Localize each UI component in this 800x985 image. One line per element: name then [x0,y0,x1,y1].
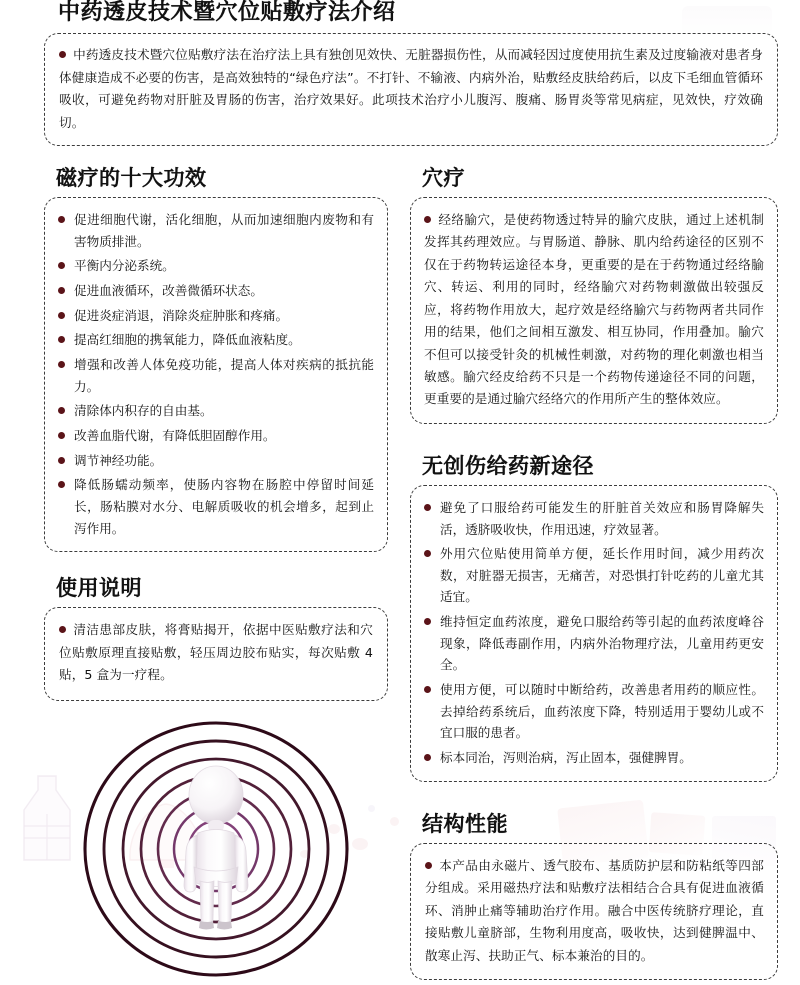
right-column [410,166,778,980]
spacer [410,424,778,454]
page-title: 中药透皮技术暨穴位贴敷疗法介绍 [58,0,396,25]
list-item: 外用穴位贴使用简单方便，延长作用时间，减少用药次数，对脏器无损害，无痛苦，对恐惧打针吃药的儿童尤其适宜。 [423,543,764,608]
magnetic-field-figure [44,717,388,985]
noninvasive-route-list [423,497,764,769]
list-item: 维持恒定血药浓度，避免口服给药等引起的血药浓度峰谷现象，降低毒副作用，内病外治物理疗法，儿童用药更安全。 [423,611,764,676]
section-heading-structure-performance: 结构性能 [422,810,508,836]
section-heading-usage: 使用说明 [56,575,142,601]
acupoint-therapy-box [410,197,778,424]
list-item: 促进血液循环，改善微循环状态。 [57,280,374,302]
filled-circle-bullet-icon [59,626,66,633]
list-item: 提高红细胞的携氧能力，降低血液粘度。 [57,329,374,351]
magnetic-therapy-box [44,197,388,552]
filled-circle-bullet-icon [59,51,66,58]
left-column [44,166,388,985]
acupoint-therapy-text: 经络腧穴，是使药物透过特异的腧穴皮肤，通过上述机制发挥其药理效应。与胃肠道、静脉、肌内给药途径的区别不仅在于药物转运途径本身，更重要的是在于药物通过经络腧穴、转运、利用的同时，经络腧穴对药物刺激做出较强反应，将药物作用放大，起疗效是经络腧穴与药物两者共同作用的结果，他们之间相互激发、相互协同，作用叠加。腧穴不但可以接受针灸的机械性刺激，对药物的理化刺激也相当敏感。腧穴经皮给药不只是一个药物传递途径不同的问题，更重要的是通过腧穴经络穴的作用所产生的整体效应。 [424,212,764,407]
acupoint-therapy-paragraph [424,209,764,411]
spacer [44,552,388,576]
list-item: 使用方便，可以随时中断给药，改善患者用药的顺应性。去掉给药系统后，血药浓度下降，特别适用于婴幼儿或不宜口服的患者。 [423,679,764,744]
filled-circle-bullet-icon [424,216,431,223]
structure-performance-box [410,843,778,980]
intro-text: 中药透皮技术暨穴位贴敷疗法在治疗法上具有独创见效快、无脏器损伤性，从而减轻因过度使用抗生素及过度输液对患者身体健康造成不必要的伤害，是高效独特的“绿色疗法”。不打针、不输液、内病外治，贴敷经皮肤给药后，以皮下毛细血管循环吸收，可避免药物对肝脏及胃肠的伤害，治疗效果好。此项技术治疗小儿腹泻、腹痛、肠胃炎等常见病症，见效快，疗效确切。 [59,47,763,130]
structure-performance-text: 本产品由永磁片、透气胶布、基质防护层和防粘纸等四部分组成。采用磁热疗法和贴敷疗法相结合合具有促进血液循环、消肿止痛等辅助治疗作用。融合中医传统脐疗理论，直接贴敷儿童脐部，生物利用度高，吸收快，达到健脾温中、散寒止泻、扶助正气、标本兼治的目的。 [425,857,764,963]
intro-paragraph [59,44,763,134]
content-columns [44,166,778,985]
magnetic-therapy-list [57,209,374,539]
list-item: 促进炎症消退，消除炎症肿胀和疼痛。 [57,305,374,327]
spacer [410,782,778,812]
section-heading-magnetic-therapy: 磁疗的十大功效 [56,164,207,190]
usage-box [44,607,388,700]
noninvasive-route-box [410,485,778,782]
structure-performance-paragraph [425,855,764,967]
section-heading-noninvasive-route: 无创伤给药新途径 [422,452,594,478]
list-item: 避免了口服给药可能发生的肝脏首关效应和肠胃降解失活，透脐吸收快，作用迅速，疗效显著。 [423,497,764,540]
list-item: 平衡内分泌系统。 [57,255,374,277]
usage-paragraph [59,619,373,686]
list-item: 清除体内积存的自由基。 [57,400,374,422]
section-heading-acupoint-therapy: 穴疗 [422,164,465,190]
list-item: 改善血脂代谢，有降低胆固醇作用。 [57,425,374,447]
usage-text: 清洁患部皮肤，将膏贴揭开，依据中医贴敷疗法和穴位贴敷原理直接贴敷，轻压周边胶布贴实，每次贴敷 4 贴，5 盒为一疗程。 [59,622,373,683]
intro-box [44,33,778,146]
list-item: 促进细胞代谢，活化细胞，从而加速细胞内废物和有害物质排泄。 [57,209,374,252]
list-item: 降低肠蠕动频率，使肠内容物在肠腔中停留时间延长，肠粘膜对水分、电解质吸收的机会增多，起到止泻作用。 [57,474,374,539]
list-item: 调节神经功能。 [57,450,374,472]
list-item: 标本同治，泻则治病，泻止固本，强健脾胃。 [423,747,764,769]
list-item: 增强和改善人体免疫功能，提高人体对疾病的抵抗能力。 [57,354,374,397]
